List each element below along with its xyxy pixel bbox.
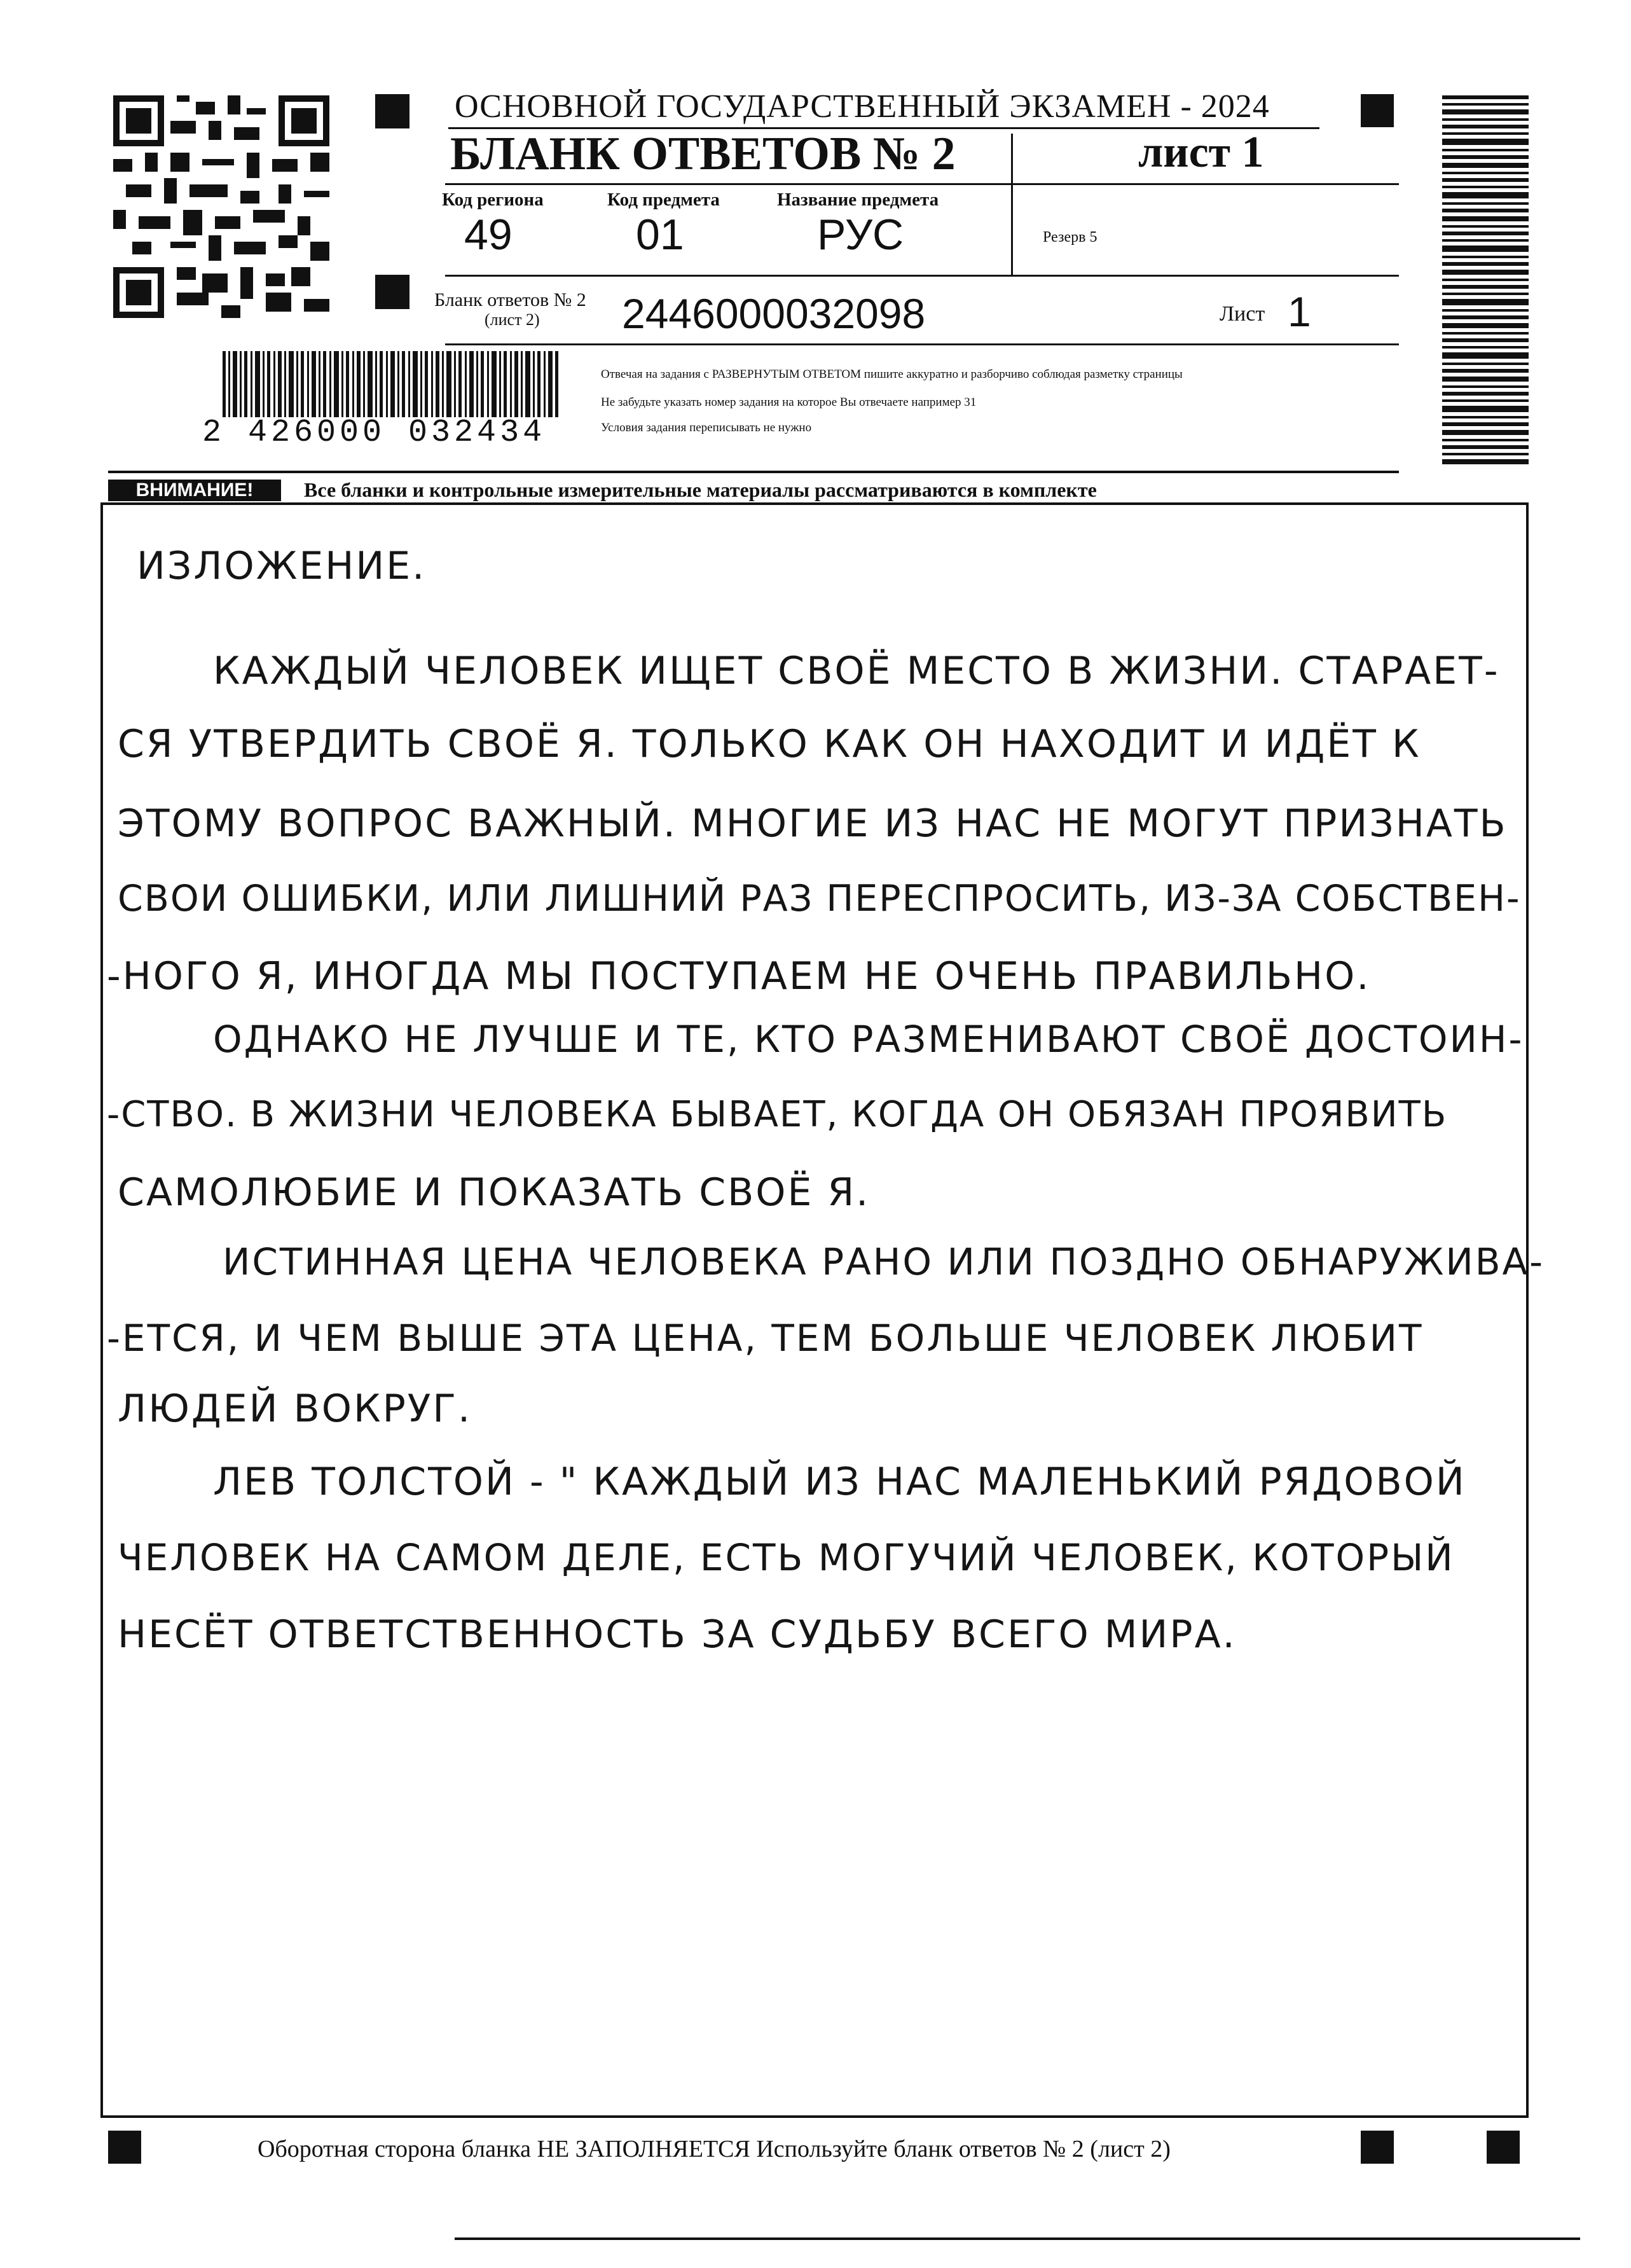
- alignment-marker-bottom-left: [108, 2131, 141, 2164]
- header-rule: [445, 275, 1399, 277]
- answer-line: ЛЮДЕЙ ВОКРУГ.: [118, 1386, 472, 1431]
- region-code-value: 49: [464, 211, 513, 259]
- form-ref-sheet: (лист 2): [485, 310, 540, 329]
- alignment-marker-bottom-mid: [1361, 2131, 1394, 2164]
- header-divider: [1011, 134, 1013, 277]
- region-code-label: Код региона: [442, 190, 544, 210]
- exam-title: ОСНОВНОЙ ГОСУДАРСТВЕННЫЙ ЭКЗАМЕН - 2024: [455, 88, 1270, 125]
- attention-rule: [108, 471, 1399, 473]
- attention-text: Все бланки и контрольные измерительные материалы рассматриваются в комплекте: [304, 478, 1097, 501]
- subject-code-value: 01: [636, 211, 684, 259]
- answer-line: СЯ УТВЕРДИТЬ СВОЁ Я. ТОЛЬКО КАК ОН НАХОДИТ И ИДЁТ К: [118, 722, 1421, 766]
- barcode-number: 2 426000 032434: [202, 415, 546, 451]
- sheet-number-value: 1: [1288, 288, 1311, 335]
- qr-code: [113, 95, 329, 318]
- answer-line: ИСТИННАЯ ЦЕНА ЧЕЛОВЕКА РАНО ИЛИ ПОЗДНО ОБНАРУЖИВА-: [223, 1240, 1545, 1283]
- answer-line: ЭТОМУ ВОПРОС ВАЖНЫЙ. МНОГИЕ ИЗ НАС НЕ МОГУТ ПРИЗНАТЬ: [118, 801, 1508, 846]
- answer-line: САМОЛЮБИЕ И ПОКАЗАТЬ СВОЁ Я.: [118, 1170, 871, 1215]
- answer-line: ЛЕВ ТОЛСТОЙ - " КАЖДЫЙ ИЗ НАС МАЛЕНЬКИЙ РЯДОВОЙ: [213, 1460, 1466, 1504]
- attention-badge: ВНИМАНИЕ!: [108, 480, 281, 501]
- answer-line: СВОИ ОШИБКИ, ИЛИ ЛИШНИЙ РАЗ ПЕРЕСПРОСИТЬ, ИЗ-ЗА СОБСТВЕН-: [118, 878, 1521, 920]
- sheet-title: лист 1: [1138, 128, 1264, 177]
- answer-line: -СТВО. В ЖИЗНИ ЧЕЛОВЕКА БЫВАЕТ, КОГДА ОН ОБЯЗАН ПРОЯВИТЬ: [107, 1094, 1448, 1135]
- linear-barcode: [223, 351, 560, 417]
- form-ref-label: Бланк ответов № 2: [434, 289, 586, 310]
- sheet-number-label: Лист: [1220, 302, 1265, 326]
- form-title: БЛАНК ОТВЕТОВ № 2: [450, 128, 956, 180]
- answer-line: КАЖДЫЙ ЧЕЛОВЕК ИЩЕТ СВОЁ МЕСТО В ЖИЗНИ. СТАРАЕТ-: [213, 649, 1500, 693]
- form-ref-number: 2446000032098: [622, 290, 926, 337]
- answer-line: ЧЕЛОВЕК НА САМОМ ДЕЛЕ, ЕСТЬ МОГУЧИЙ ЧЕЛОВЕК, КОТОРЫЙ: [118, 1536, 1455, 1579]
- footer-rule: [455, 2237, 1580, 2240]
- instruction-line-3: Условия задания переписывать не нужно: [601, 421, 812, 434]
- instruction-line-1: Отвечая на задания с РАЗВЕРНУТЫМ ОТВЕТОМ пишите аккуратно и разборчиво соблюдая разметку страницы: [601, 368, 1183, 381]
- header-rule: [445, 343, 1399, 345]
- subject-code-label: Код предмета: [607, 190, 720, 210]
- alignment-marker-top-left: [375, 94, 409, 128]
- answer-line: ОДНАКО НЕ ЛУЧШЕ И ТЕ, КТО РАЗМЕНИВАЮТ СВОЁ ДОСТОИН-: [213, 1018, 1524, 1061]
- footer-note: Оборотная сторона бланка НЕ ЗАПОЛНЯЕТСЯ Используйте бланк ответов № 2 (лист 2): [258, 2136, 1171, 2162]
- instruction-line-2: Не забудьте указать номер задания на которое Вы отвечаете например 31: [601, 396, 977, 409]
- answer-line: -НОГО Я, ИНОГДА МЫ ПОСТУПАЕМ НЕ ОЧЕНЬ ПРАВИЛЬНО.: [107, 954, 1371, 999]
- alignment-marker-top-right: [1361, 94, 1394, 127]
- subject-name-value: РУС: [817, 211, 904, 259]
- subject-name-label: Название предмета: [777, 190, 939, 210]
- answer-line: НЕСЁТ ОТВЕТСТВЕННОСТЬ ЗА СУДЬБУ ВСЕГО МИРА.: [118, 1612, 1237, 1657]
- side-barcode: [1442, 95, 1529, 464]
- alignment-marker-mid-left: [375, 275, 409, 309]
- reserve-label: Резерв 5: [1043, 229, 1098, 245]
- answer-line: ИЗЛОЖЕНИЕ.: [137, 544, 427, 588]
- answer-line: -ЕТСЯ, И ЧЕМ ВЫШЕ ЭТА ЦЕНА, ТЕМ БОЛЬШЕ ЧЕЛОВЕК ЛЮБИТ: [107, 1317, 1424, 1360]
- header-rule: [445, 183, 1399, 185]
- alignment-marker-bottom-right: [1487, 2131, 1520, 2164]
